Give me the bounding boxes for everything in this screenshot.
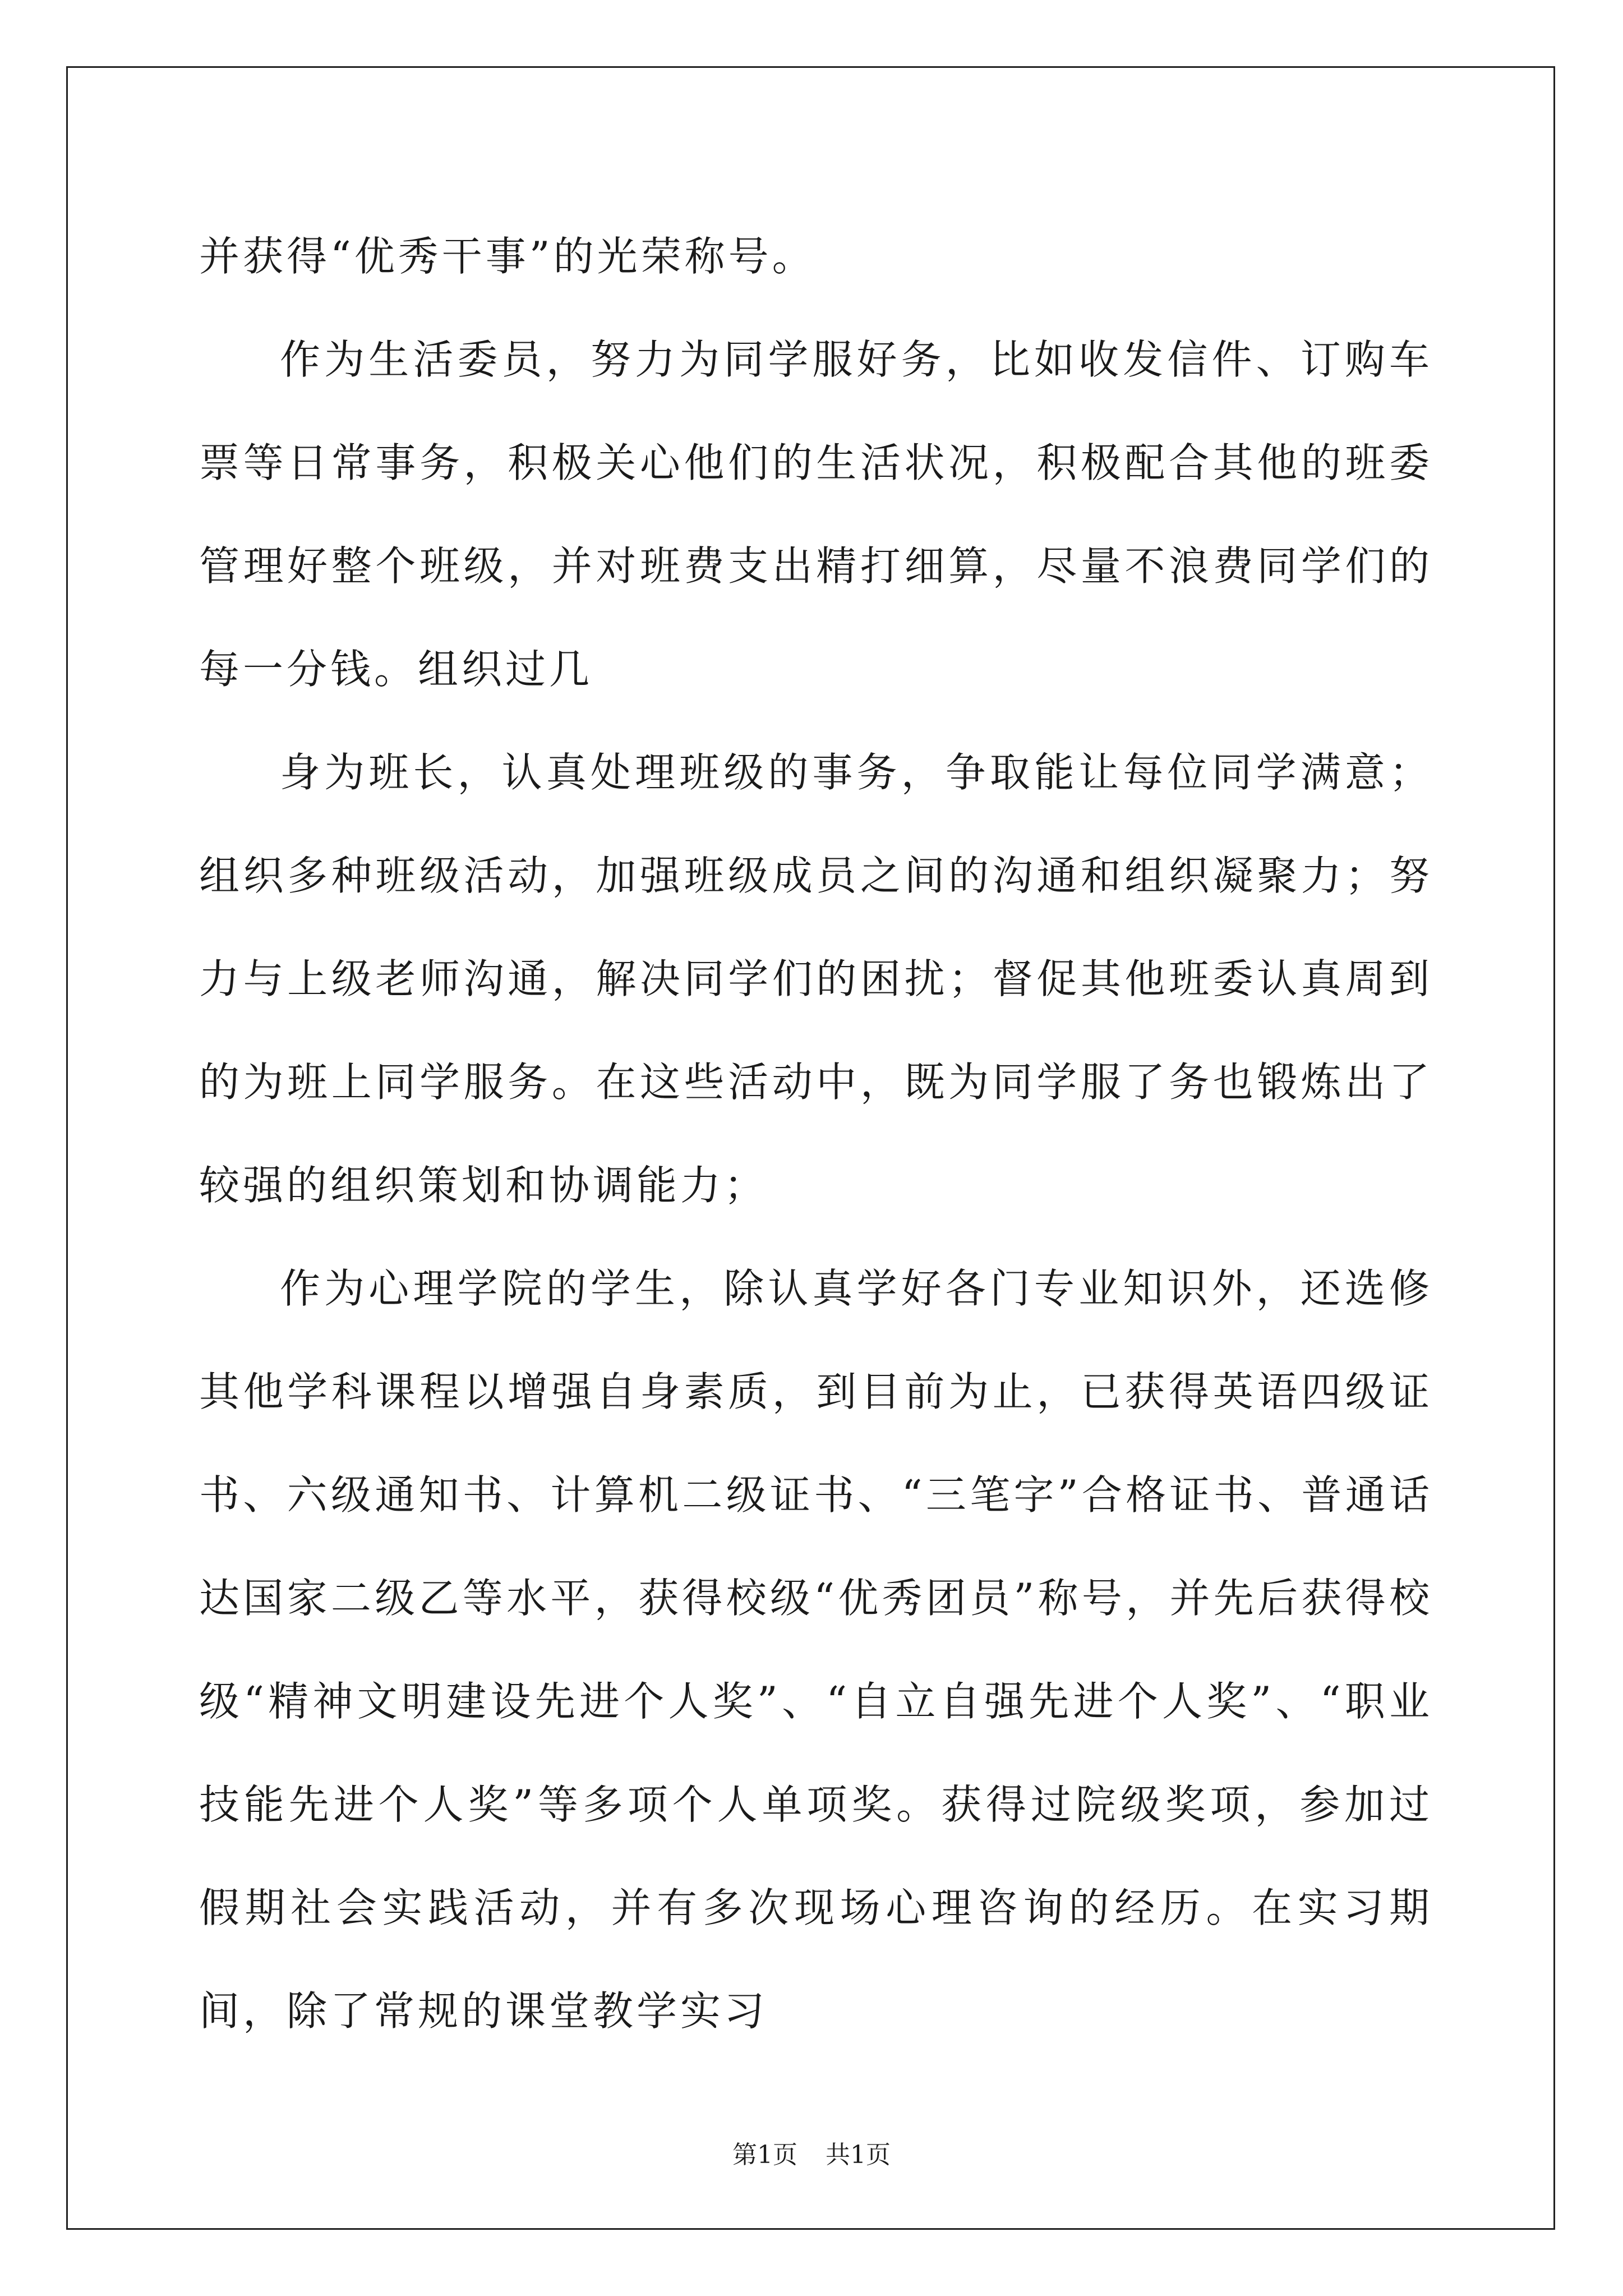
paragraph-psychology-student: 作为心理学院的学生，除认真学好各门专业知识外，还选修其他学科课程以增强自身素质，到目前为止，已获得英语四级证书、六级通知书、计算机二级证书、“三笔字”合格证书、普通话达国家二级乙等水平，获得校级“优秀团员”称号，并先后获得校级“精神文明建设先进个人奖”、“自立自强先进个人奖”、“职业技能先进个人奖”等多项个人单项奖。获得过院级奖项，参加过假期社会实践活动，并有多次现场心理咨询的经历。在实习期间，除了常规的课堂教学实习 <box>199 1265 1433 2035</box>
paragraph-life-committee: 作为生活委员，努力为同学服好务，比如收发信件、订购车票等日常事务，积极关心他们的生活状况，积极配合其他的班委管理好整个班级，并对班费支出精打细算，尽量不浪费同学们的每一分钱。组织过几 <box>199 336 1433 693</box>
page-number-total: 共1页 <box>826 2141 891 2169</box>
page-footer <box>0 2134 1623 2170</box>
document-body <box>199 205 1433 2063</box>
paragraph-class-monitor: 身为班长，认真处理班级的事务，争取能让每位同学满意；组织多种班级活动，加强班级成员之间的沟通和组织凝聚力；努力与上级老师沟通，解决同学们的困扰；督促其他班委认真周到的为班上同学服务。在这些活动中，既为同学服了务也锻炼出了较强的组织策划和协调能力； <box>199 749 1433 1209</box>
paragraph-continuation: 并获得“优秀干事”的光荣称号。 <box>199 233 816 280</box>
page-number-current: 第1页 <box>732 2141 797 2169</box>
